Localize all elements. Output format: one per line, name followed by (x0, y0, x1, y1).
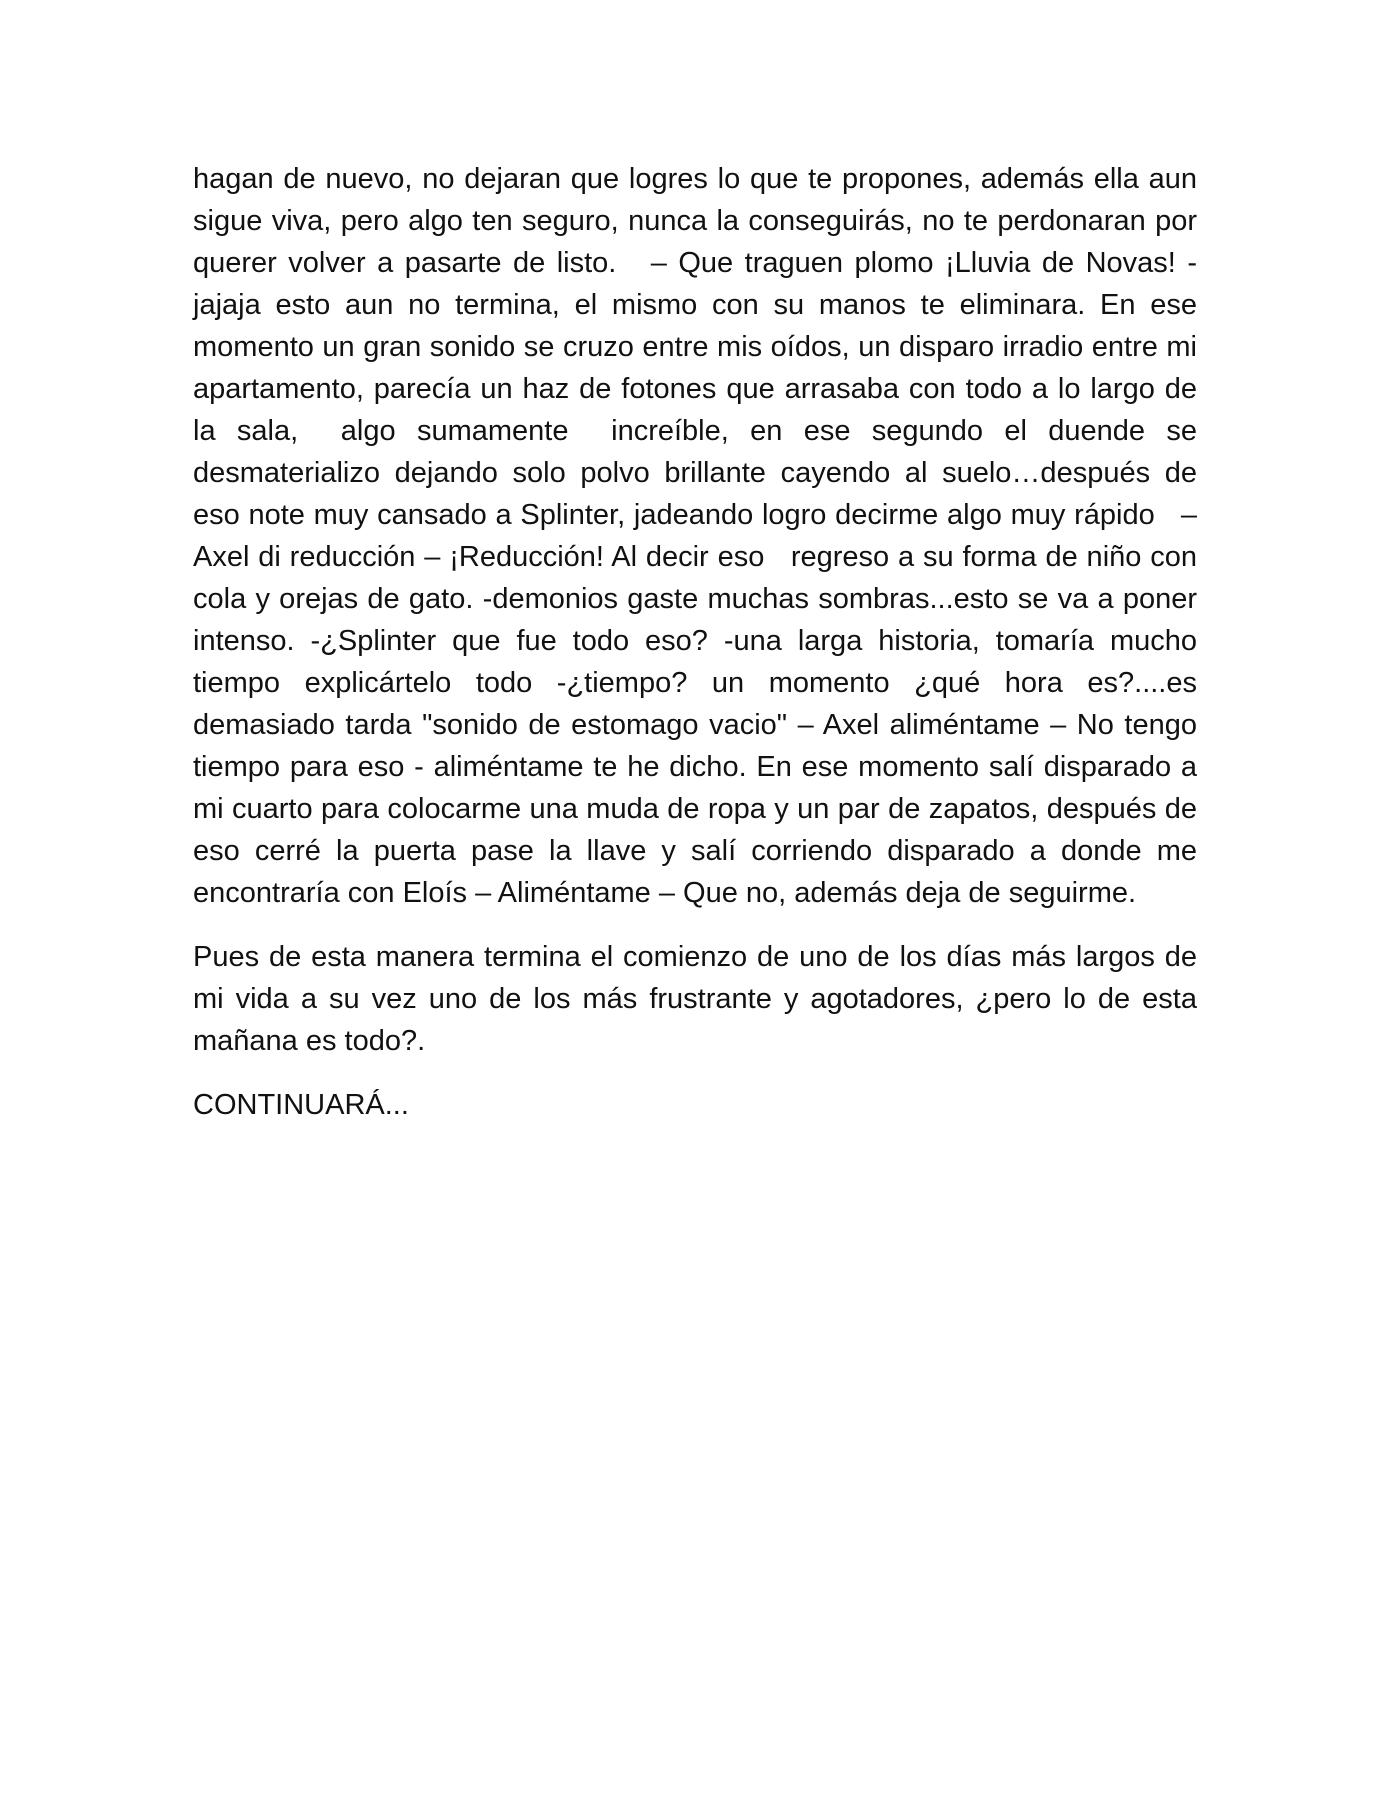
paragraph-story: hagan de nuevo, no dejaran que logres lo que te propones, además ella aun sigue viva, pero algo ten seguro, nunca la conseguirás, no te perdonaran por querer volver a pasarte de listo. – Que traguen plomo ¡Lluvia de Novas! -jajaja esto aun no termina, el mismo con su manos te eliminara. En ese momento un gran sonido se cruzo entre mis oídos, un disparo irradio entre mi apartamento, parecía un haz de fotones que arrasaba con todo a lo largo de la sala, algo sumamente increíble, en ese segundo el duende se desmaterializo dejando solo polvo brillante cayendo al suelo…después de eso note muy cansado a Splinter, jadeando logro decirme algo muy rápido – Axel di reducción – ¡Reducción! Al decir eso regreso a su forma de niño con cola y orejas de gato. -demonios gaste muchas sombras...esto se va a poner intenso. -¿Splinter que fue todo eso? -una larga historia, tomaría mucho tiempo explicártelo todo -¿tiempo? un momento ¿qué hora es?....es demasiado tarda "sonido de estomago vacio" – Axel aliméntame – No tengo tiempo para eso - aliméntame te he dicho. En ese momento salí disparado a mi cuarto para colocarme una muda de ropa y un par de zapatos, después de eso cerré la puerta pase la llave y salí corriendo disparado a donde me encontraría con Eloís – Aliméntame – Que no, además deja de seguirme. (193, 163, 1206, 909)
body-text (193, 158, 1206, 1148)
paragraph-continuara: CONTINUARÁ... (193, 1089, 409, 1121)
paragraph-conclusion: Pues de esta manera termina el comienzo de uno de los días más largos de mi vida a su vez uno de los más frustrante y agotadores, ¿pero lo de esta mañana es todo?. (193, 941, 1206, 1057)
